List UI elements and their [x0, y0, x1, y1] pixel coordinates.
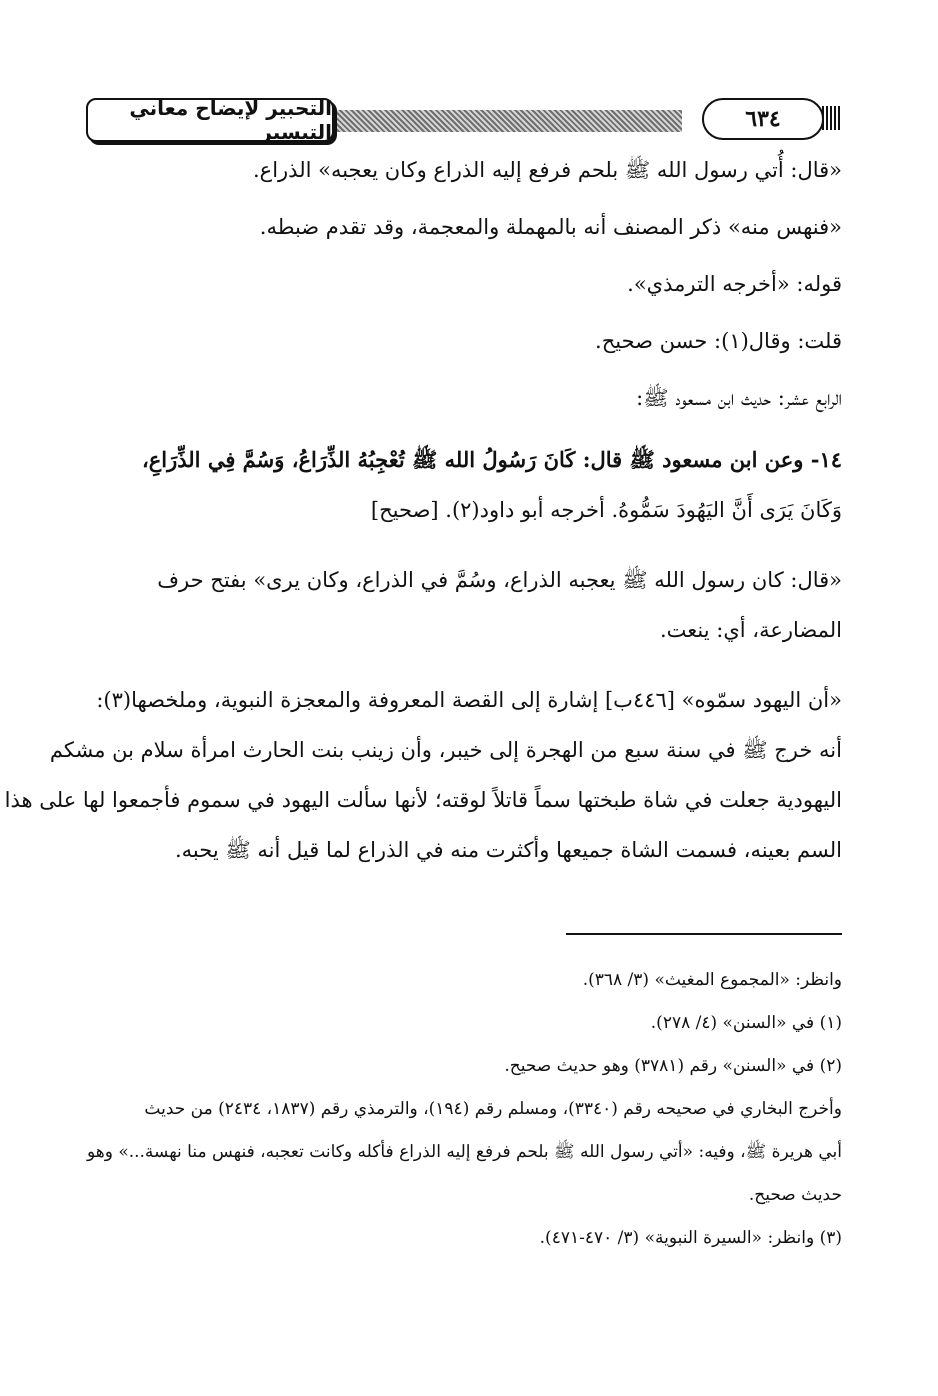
- commentary-kana: [94, 555, 842, 655]
- page-header: [86, 98, 842, 146]
- footnotes: [86, 966, 842, 1252]
- paragraph-quote-dhira: «قال: أُتي رسول الله ﷺ بلحم فرفع إليه الذراع وكان يعجبه» الذراع.: [252, 158, 842, 182]
- page-number: ٦٣٤: [702, 98, 824, 140]
- commentary-yahud-line-4: السم بعينه، فسمت الشاة جميعها وأكثرت منه في الذراع لما قيل أنه ﷺ يحبه.: [175, 838, 842, 862]
- commentary-line-2: المضارعة، أي: ينعت.: [660, 618, 842, 642]
- footnote-1: (١) في «السنن» (٤/ ٢٧٨).: [650, 1013, 842, 1033]
- footnote-2-line-2: وأخرج البخاري في صحيحه رقم (٣٣٤٠)، ومسلم رقم (١٩٤)، والترمذي رقم (١٨٣٧، ٢٤٣٤) من حديث: [144, 1099, 842, 1119]
- section-heading-14: الرابع عشر: حديث ابن مسعود ﷺ:: [636, 386, 842, 410]
- commentary-yahud-line-2: أنه خرج ﷺ في سنة سبع من الهجرة إلى خيبر، وأن زينب بنت الحارث امرأة سلام بن مشكم: [49, 738, 842, 762]
- book-title: التحبير لإيضاح معاني التيسير: [86, 98, 334, 142]
- paragraph-nahs: «فنهس منه» ذكر المصنف أنه بالمهملة والمعجمة، وقد تقدم ضبطه.: [259, 215, 842, 239]
- footnote-2-line-4: حديث صحيح.: [748, 1185, 842, 1205]
- footnote-3: (٣) وانظر: «السيرة النبوية» (٣/ ٤٧٠-٤٧١).: [539, 1228, 842, 1248]
- footnote-separator: [566, 933, 842, 935]
- paragraph-hasan-sahih: قلت: وقال(١): حسن صحيح.: [595, 329, 842, 353]
- hadith-line-2: وَكَانَ يَرَى أَنَّ اليَهُودَ سَمُّوهُ. أخرجه أبو داود(٢). [صحيح]: [370, 498, 842, 522]
- paragraph-tirmidhi: قوله: «أخرجه الترمذي».: [627, 272, 842, 296]
- commentary-yahud-line-3: اليهودية جعلت في شاة طبختها سماً قاتلاً لوقته؛ لأنها سألت اليهود في سموم فأجمعوا لها على هذا: [4, 788, 842, 812]
- main-text: [4, 150, 842, 875]
- commentary-yahud: [4, 675, 842, 875]
- hadith-14: [94, 435, 842, 535]
- hadith-line-1: ١٤- وعن ابن مسعود ﷺ قال: كَانَ رَسُولُ الله ﷺ تُعْجِبُهُ الذِّرَاعُ، وَسُمَّ فِي الذِّرَاعِ،: [141, 447, 842, 472]
- footnote-continuation: وانظر: «المجموع المغيث» (٣/ ٣٦٨).: [582, 970, 842, 990]
- commentary-yahud-line-1: «أن اليهود سمّوه» [٤٤٦ب] إشارة إلى القصة المعروفة والمعجزة النبوية، وملخصها(٣):: [96, 688, 842, 712]
- commentary-line-1: «قال: كان رسول الله ﷺ يعجبه الذراع، وسُمَّ في الذراع، وكان يرى» بفتح حرف: [157, 568, 842, 592]
- page-number-ornament: [822, 106, 842, 130]
- footnote-2: (٢) في «السنن» رقم (٣٧٨١) وهو حديث صحيح.: [504, 1056, 842, 1076]
- footnote-2-line-3: أبي هريرة ﷺ، وفيه: «أتي رسول الله ﷺ بلحم فرفع إليه الذراع فأكله وكانت تعجبه، فنهس منا نهسة...» وهو: [86, 1142, 842, 1162]
